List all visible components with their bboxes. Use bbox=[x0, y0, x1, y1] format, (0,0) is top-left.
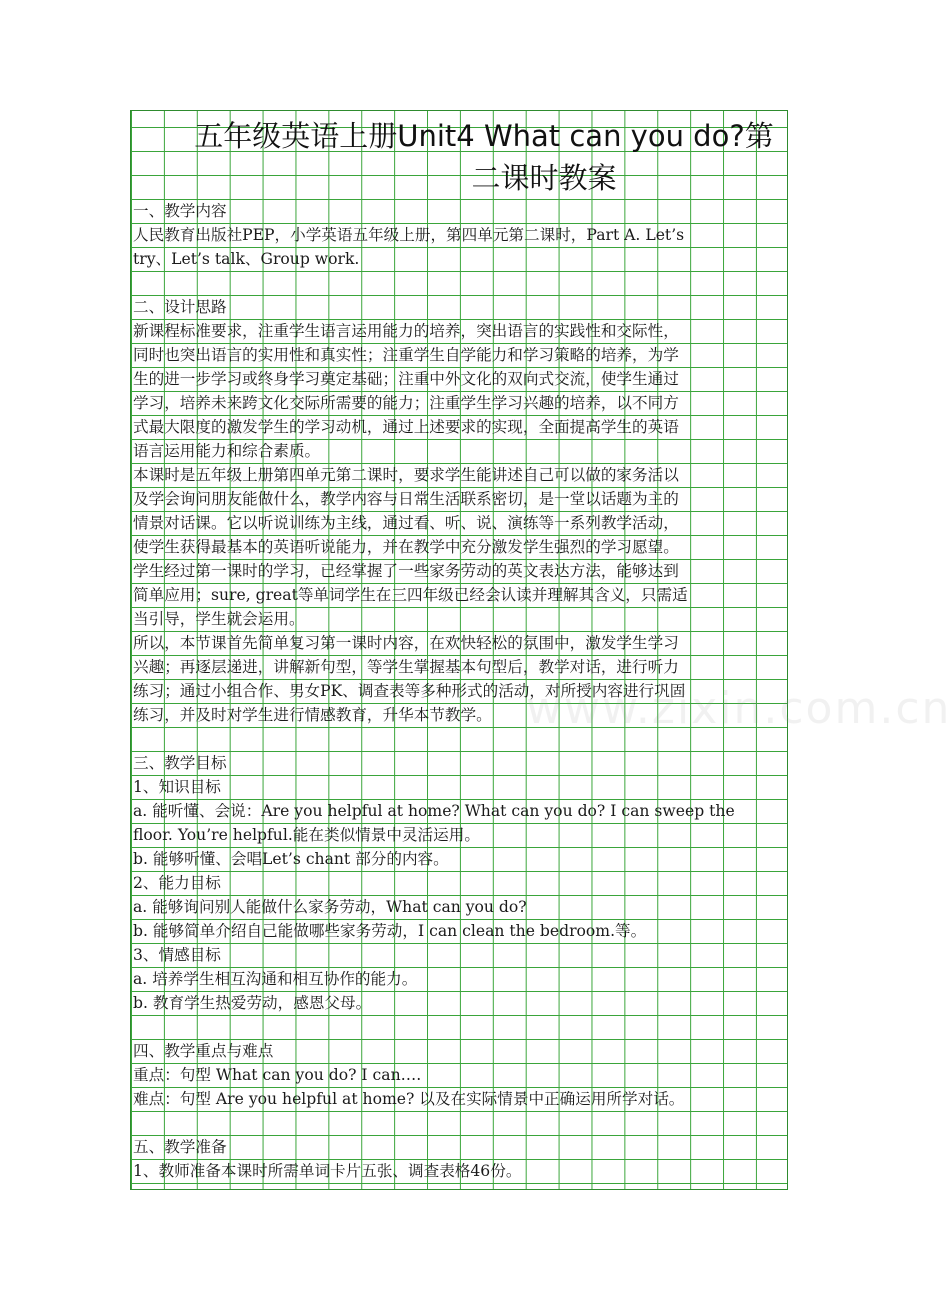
title-line-2: 二课时教案 bbox=[471, 161, 617, 195]
section-heading: 三、教学目标 bbox=[133, 754, 227, 772]
text-line: floor. You’re helpful.能在类似情景中灵活运用。 bbox=[133, 826, 480, 844]
section-heading: 四、教学重点与难点 bbox=[133, 1042, 274, 1060]
text-line: 式最大限度的激发学生的学习动机，通过上述要求的实现，全面提高学生的英语 bbox=[133, 418, 679, 436]
section-goals bbox=[131, 751, 789, 1015]
spacer bbox=[131, 271, 789, 295]
text-line: 重点：句型 What can you do? I can…. bbox=[133, 1066, 422, 1084]
text-line: 2、能力目标 bbox=[133, 874, 221, 892]
text-line: b. 能够简单介绍自己能做哪些家务劳动，I can clean the bedroom.等。 bbox=[133, 922, 647, 940]
text-line: b. 能够听懂、会唱Let’s chant 部分的内容。 bbox=[133, 850, 449, 868]
text-line: a. 能够询问别人能做什么家务劳动，What can you do? bbox=[133, 898, 527, 916]
text-line: 人民教育出版社PEP，小学英语五年级上册，第四单元第二课时，Part A. Let’s bbox=[133, 226, 685, 244]
text-line: 及学会询问朋友能做什么，教学内容与日常生活联系密切，是一堂以话题为主的 bbox=[133, 490, 679, 508]
section-design bbox=[131, 295, 789, 727]
page-title bbox=[131, 115, 789, 199]
text-line: 生的进一步学习或终身学习奠定基础；注重中外文化的双向式交流，使学生通过 bbox=[133, 370, 679, 388]
text-line: 学生经过第一课时的学习，已经掌握了一些家务劳动的英文表达方法，能够达到 bbox=[133, 562, 679, 580]
text-line: 1、知识目标 bbox=[133, 778, 221, 796]
text-line: 所以，本节课首先简单复习第一课时内容，在欢快轻松的氛围中，激发学生学习 bbox=[133, 634, 679, 652]
text-line: 1、教师准备本课时所需单词卡片五张、调查表格46份。 bbox=[133, 1162, 522, 1180]
text-line: 学习，培养未来跨文化交际所需要的能力；注重学生学习兴趣的培养，以不同方 bbox=[133, 394, 679, 412]
title-line-1: 五年级英语上册Unit4 What can you do?第 bbox=[194, 119, 774, 153]
text-line: 语言运用能力和综合素质。 bbox=[133, 442, 321, 460]
text-line: 简单应用；sure, great等单词学生在三四年级已经会认读并理解其含义，只需适 bbox=[133, 586, 688, 604]
spacer bbox=[131, 1111, 789, 1135]
section-heading: 一、教学内容 bbox=[133, 202, 227, 220]
section-prep bbox=[131, 1135, 789, 1183]
text-line: 练习，并及时对学生进行情感教育，升华本节教学。 bbox=[133, 706, 492, 724]
text-line: a. 培养学生相互沟通和相互协作的能力。 bbox=[133, 970, 418, 988]
section-keypoints bbox=[131, 1039, 789, 1111]
text-line: 3、情感目标 bbox=[133, 946, 221, 964]
watermark: www.zixin.com.cn bbox=[526, 683, 951, 734]
section-heading: 二、设计思路 bbox=[133, 298, 227, 316]
text-line: 同时也突出语言的实用性和真实性；注重学生自学能力和学习策略的培养，为学 bbox=[133, 346, 679, 364]
text-line: 情景对话课。它以听说训练为主线，通过看、听、说、演练等一系列教学活动， bbox=[133, 514, 679, 532]
text-line: 难点：句型 Are you helpful at home? 以及在实际情景中正确运用所学对话。 bbox=[133, 1090, 685, 1108]
text-line: try、Let’s talk、Group work. bbox=[133, 250, 360, 268]
document-content bbox=[131, 111, 789, 1183]
text-line: 新课程标准要求，注重学生语言运用能力的培养，突出语言的实践性和交际性， bbox=[133, 322, 679, 340]
spacer bbox=[131, 727, 789, 751]
text-line: a. 能听懂、会说：Are you helpful at home? What can you do? I can sweep the bbox=[133, 802, 735, 820]
text-line: 本课时是五年级上册第四单元第二课时，要求学生能讲述自己可以做的家务活以 bbox=[133, 466, 679, 484]
text-line: 当引导，学生就会运用。 bbox=[133, 610, 305, 628]
section-content bbox=[131, 199, 789, 271]
document-sheet bbox=[130, 110, 951, 1190]
text-line: 练习；通过小组合作、男女PK、调查表等多种形式的活动，对所授内容进行巩固 bbox=[133, 682, 686, 700]
section-heading: 五、教学准备 bbox=[133, 1138, 227, 1156]
spacer bbox=[131, 1015, 789, 1039]
text-line: 兴趣；再逐层递进，讲解新句型，等学生掌握基本句型后，教学对话，进行听力 bbox=[133, 658, 679, 676]
text-line: 使学生获得最基本的英语听说能力，并在教学中充分激发学生强烈的学习愿望。 bbox=[133, 538, 679, 556]
text-line: b. 教育学生热爱劳动，感恩父母。 bbox=[133, 994, 372, 1012]
